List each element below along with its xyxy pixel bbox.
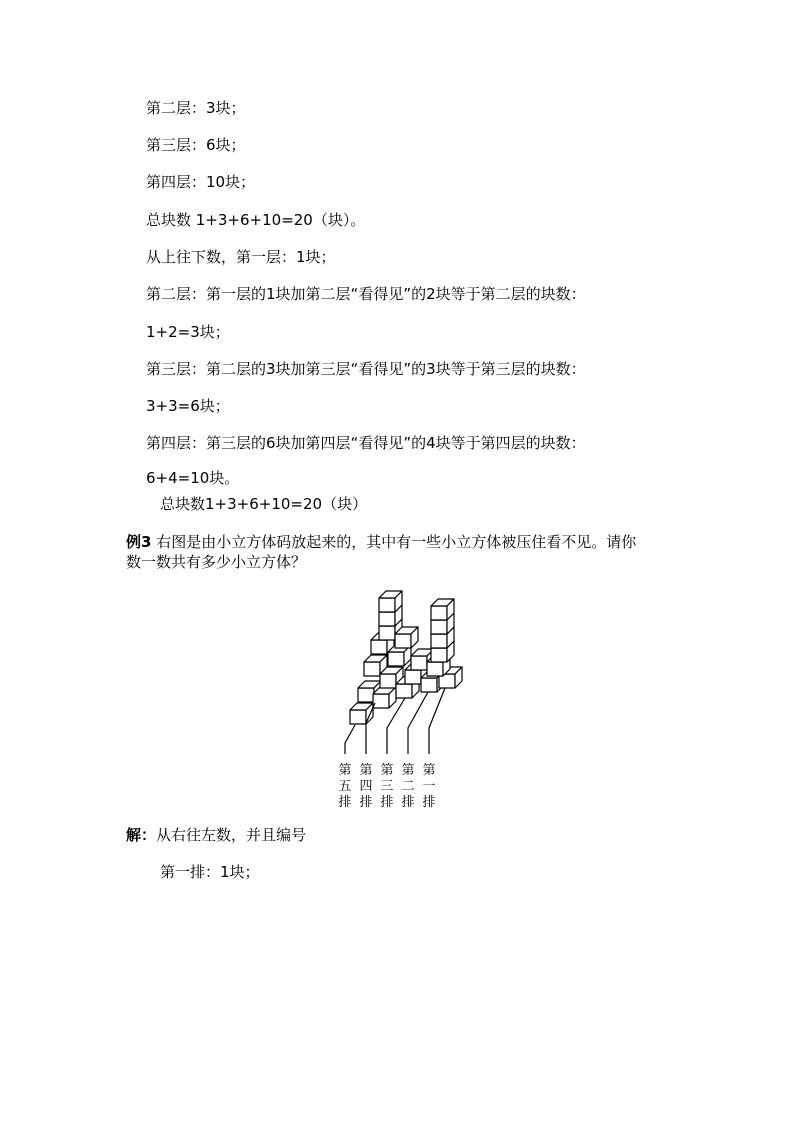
row-3-label-2: 三: [380, 779, 394, 794]
solution-label: 解：: [126, 826, 157, 844]
row-3-label-1: 第: [380, 763, 394, 778]
text-line-12: 总块数1+3+6+10=20（块）: [160, 495, 368, 513]
text-line-8: 第三层：第二层的3块加第三层“看得见”的3块等于第三层的块数：: [146, 360, 586, 378]
solution-line-1: 第一排：1块；: [160, 863, 260, 881]
row-5-label-1: 第: [338, 763, 352, 778]
row-1-label-1: 第: [422, 763, 436, 778]
cube: [373, 687, 396, 708]
text-line-5: 从上往下数，第一层：1块；: [146, 248, 336, 266]
solution-text: 从右往左数，并且编号: [156, 826, 307, 844]
cube: [350, 703, 373, 724]
row-4-label-1: 第: [359, 763, 373, 778]
cube-stack-figure: [335, 588, 470, 808]
cube: [431, 599, 454, 620]
cube: [395, 627, 418, 648]
row-4-label-2: 四: [359, 779, 373, 794]
text-line-9: 3+3=6块；: [146, 397, 230, 415]
row-4-label-3: 排: [359, 795, 373, 808]
row-1-label-3: 排: [422, 795, 436, 808]
solution-paragraph: [126, 825, 306, 845]
row-5-label-2: 五: [338, 779, 352, 794]
text-line-6: 第二层：第一层的1块加第二层“看得见”的2块等于第二层的块数：: [146, 285, 586, 303]
text-line-2: 第三层：6块；: [146, 136, 246, 154]
pointer-line-row-5: [345, 725, 355, 754]
text-line-11: 6+4=10块。: [146, 469, 240, 487]
example-text-1: 右图是由小立方体码放起来的，其中有一些小立方体被压住看不见。请你: [156, 533, 637, 551]
text-line-1: 第二层：3块；: [146, 99, 246, 117]
row-2-label-3: 排: [401, 795, 415, 808]
example-label: 例3: [126, 533, 152, 551]
cube: [379, 591, 402, 612]
text-line-4: 总块数 1+3+6+10=20（块）。: [146, 211, 366, 229]
row-2-label-2: 二: [401, 779, 415, 794]
example-paragraph: [126, 532, 666, 552]
text-line-7: 1+2=3块；: [146, 323, 230, 341]
row-3-label-3: 排: [380, 795, 394, 808]
row-5-label-3: 排: [338, 795, 352, 808]
example-text-2: 数一数共有多少小立方体？: [126, 553, 307, 571]
pointer-line-row-2: [408, 692, 428, 754]
text-line-3: 第四层：10块；: [146, 173, 256, 191]
text-line-10: 第四层：第三层的6块加第四层“看得见”的4块等于第四层的块数：: [146, 434, 586, 452]
row-labels: [338, 763, 435, 808]
row-2-label-1: 第: [401, 763, 415, 778]
cube-drawing: [350, 591, 462, 724]
row-1-label-2: 一: [422, 779, 436, 794]
pointer-line-row-1: [429, 688, 445, 754]
